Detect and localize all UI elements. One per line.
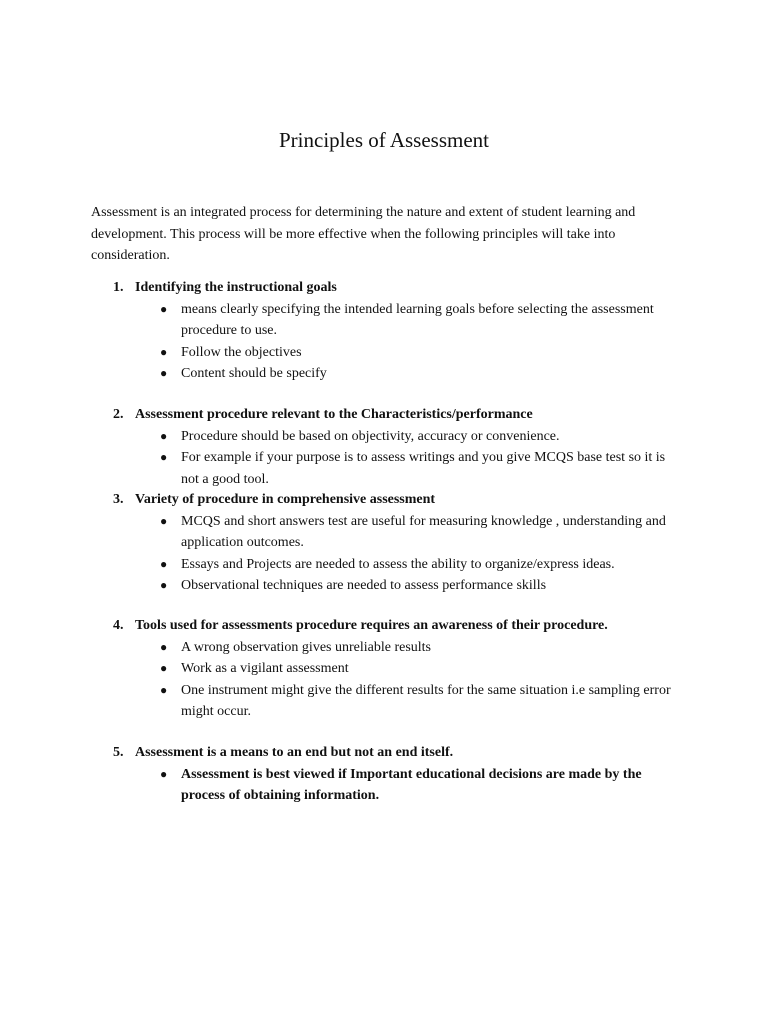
list-item-text: Procedure should be based on objectivity, accuracy or convenience. <box>181 428 560 444</box>
bullet-list <box>113 426 693 491</box>
bullet-icon: ● <box>160 682 168 697</box>
bullet-icon: ● <box>160 578 168 592</box>
list-item <box>113 764 681 807</box>
bullet-list <box>113 511 693 597</box>
section-heading-text: Assessment procedure relevant to the Characteristics/performance <box>135 407 533 422</box>
section-number: 3. <box>113 492 124 507</box>
bullet-icon: ● <box>160 661 168 675</box>
bullet-icon: ● <box>160 301 168 316</box>
list-item <box>113 299 681 342</box>
list-item <box>113 426 681 448</box>
list-item-text: For example if your purpose is to assess writings and you give MCQS base test so it is not a good tool. <box>181 450 666 487</box>
section-number: 4. <box>113 618 124 633</box>
list-item-text: Follow the objectives <box>181 344 302 360</box>
section-3 <box>113 489 693 597</box>
bullet-list <box>113 299 693 385</box>
list-item <box>113 658 681 680</box>
intro-paragraph: Assessment is an integrated process for determining the nature and extent of student learning and development. This process will be more effective when the following principles will take into consideration. <box>91 205 636 263</box>
section-heading-text: Assessment is a means to an end but not an end itself. <box>135 745 454 760</box>
list-item <box>113 637 681 659</box>
section-number: 2. <box>113 407 124 422</box>
list-item-text: Content should be specify <box>181 366 327 381</box>
section-2 <box>113 404 693 490</box>
bullet-icon: ● <box>160 556 168 571</box>
bullet-icon: ● <box>160 344 168 359</box>
list-item-text: One instrument might give the different results for the same situation i.e sampling error might occur. <box>181 682 671 719</box>
section-4 <box>113 615 693 723</box>
section-number: 5. <box>113 745 124 760</box>
page-title: Principles of Assessment <box>279 128 489 152</box>
list-item <box>113 447 681 490</box>
bullet-icon: ● <box>160 513 168 528</box>
bullet-list <box>113 637 693 723</box>
section-heading-text: Identifying the instructional goals <box>135 280 337 295</box>
list-item <box>113 363 681 385</box>
bullet-icon: ● <box>160 450 168 464</box>
bullet-icon: ● <box>160 639 168 654</box>
section-1 <box>113 277 693 385</box>
list-item-text: Assessment is best viewed if Important educational decisions are made by the process of obtaining information. <box>181 766 642 803</box>
bullet-list <box>113 764 693 807</box>
list-item <box>113 511 681 554</box>
list-item-text: MCQS and short answers test are useful for measuring knowledge , understanding and application outcomes. <box>181 513 666 550</box>
section-heading <box>113 277 693 299</box>
section-heading <box>113 489 693 511</box>
bullet-icon: ● <box>160 766 168 781</box>
list-item-text: A wrong observation gives unreliable results <box>181 639 432 655</box>
list-item <box>113 680 681 723</box>
list-item-text: means clearly specifying the intended learning goals before selecting the assessment procedure to use. <box>181 301 654 338</box>
list-item <box>113 342 681 364</box>
bullet-icon: ● <box>160 428 168 443</box>
section-heading <box>113 742 693 764</box>
section-heading <box>113 615 693 637</box>
section-5 <box>113 742 693 807</box>
bullet-icon: ● <box>160 366 168 380</box>
section-number: 1. <box>113 280 124 295</box>
list-item-text: Observational techniques are needed to assess performance skills <box>181 578 547 593</box>
list-item-text: Work as a vigilant assessment <box>181 661 349 676</box>
section-heading <box>113 404 693 426</box>
list-item-text: Essays and Projects are needed to assess the ability to organize/express ideas. <box>181 556 615 572</box>
list-item <box>113 554 681 576</box>
list-item <box>113 575 681 597</box>
section-heading-text: Tools used for assessments procedure requires an awareness of their procedure. <box>135 618 608 633</box>
section-heading-text: Variety of procedure in comprehensive assessment <box>135 492 436 507</box>
